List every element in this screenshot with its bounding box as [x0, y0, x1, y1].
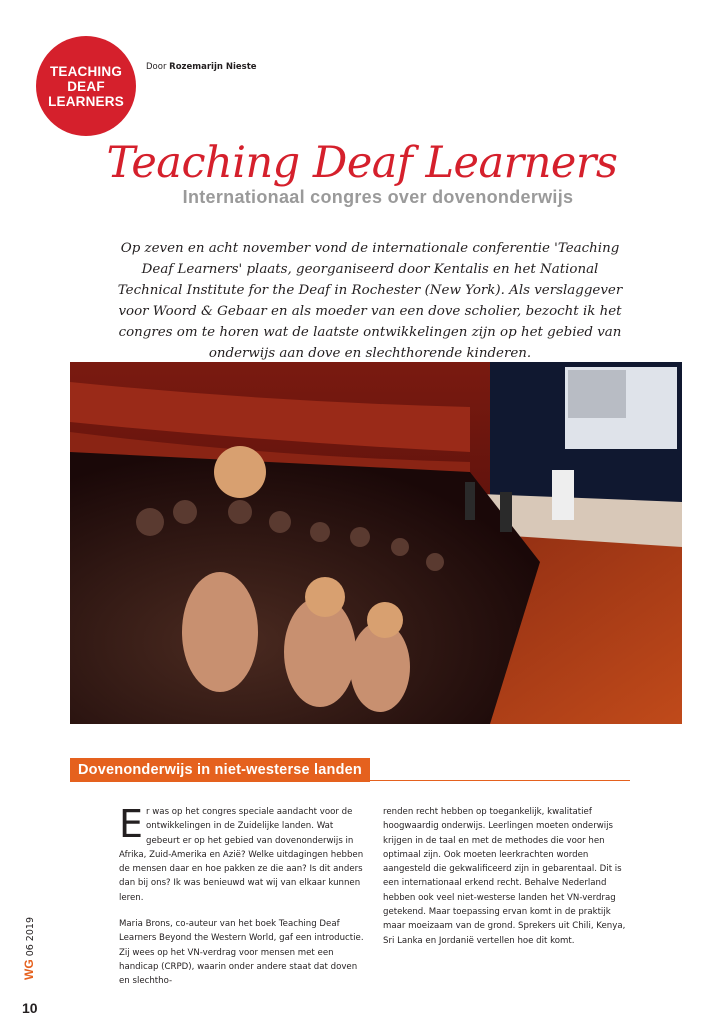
issue-label	[22, 917, 36, 980]
byline-author: Rozemarijn Nieste	[169, 62, 257, 72]
byline-prefix: Door	[146, 62, 167, 72]
badge-line-2: DEAF	[67, 78, 105, 94]
magazine-logo: WG	[22, 959, 36, 980]
series-badge	[36, 36, 136, 136]
article-title: Teaching Deaf Learners	[106, 138, 618, 188]
text-column-2	[383, 805, 629, 960]
section-heading: Dovenonderwijs in niet-westerse landen	[70, 758, 370, 782]
byline	[146, 62, 257, 72]
col1-paragraph-2: Maria Brons, co-auteur van het boek Teaching Deaf Learners Beyond the Western World, gaf een introductie. Zij wees op het VN-verdrag voor mensen met een handicap (CRPD), waarin onder andere staat dat doven en slechtho-	[119, 919, 364, 987]
page-number: 10	[22, 1000, 38, 1016]
col2-paragraph-1: renden recht hebben op toegankelijk, kwalitatief hoogwaardig onderwijs. Leerlingen moeten onderwijs krijgen in de taal en met de methodes die voor hen optimaal zijn. Ook moeten leerkrachten worden aangesteld die gekwalificeerd zijn in gebarentaal. Dit is een internationaal erkend recht. Behalve Nederland hebben ook veel niet-westerse landen het VN-verdrag getekend. Maar toepassing ervan komt in de praktijk maar moeizaam van de grond. Sprekers uit Chili, Kenya, Sri Lanka en Jordanië vertellen hoe dit komt.	[383, 807, 626, 946]
badge-line-1: TEACHING	[49, 63, 123, 79]
drop-cap: E	[119, 802, 144, 846]
conference-photo	[70, 362, 682, 724]
issue-date: 06 2019	[25, 917, 36, 957]
col1-paragraph-1-text: r was op het congres speciale aandacht voor de ontwikkelingen in de Zuidelijke landen. Wat gebeurt er op het gebied van dovenonderwijs in Afrika, Zuid-Amerika en Azië? Welke uitdagingen hebben de mensen daar en hoe pakken ze die aan? Is dit anders dan bij ons? Ik was benieuwd wat wij van elkaar kunnen leren.	[119, 807, 364, 903]
article-subtitle: Internationaal congres over dovenonderwijs	[182, 187, 574, 207]
col1-paragraph-1	[119, 802, 365, 905]
intro-paragraph: Op zeven en acht november vond de internationale conferentie 'Teaching Deaf Learners' plaats, georganiseerd door Kentalis en het National Technical Institute for the Deaf in Rochester (New York). Als verslaggever voor Woord & Gebaar en als moeder van een dove scholier, bezocht ik het congres om te horen wat de laatste ontwikkelingen zijn op het gebied van onderwijs aan dove en slechthorende kinderen.	[117, 241, 623, 361]
badge-line-3: LEARNERS	[48, 93, 124, 109]
text-column-1	[119, 802, 365, 1001]
section-rule	[70, 780, 630, 781]
